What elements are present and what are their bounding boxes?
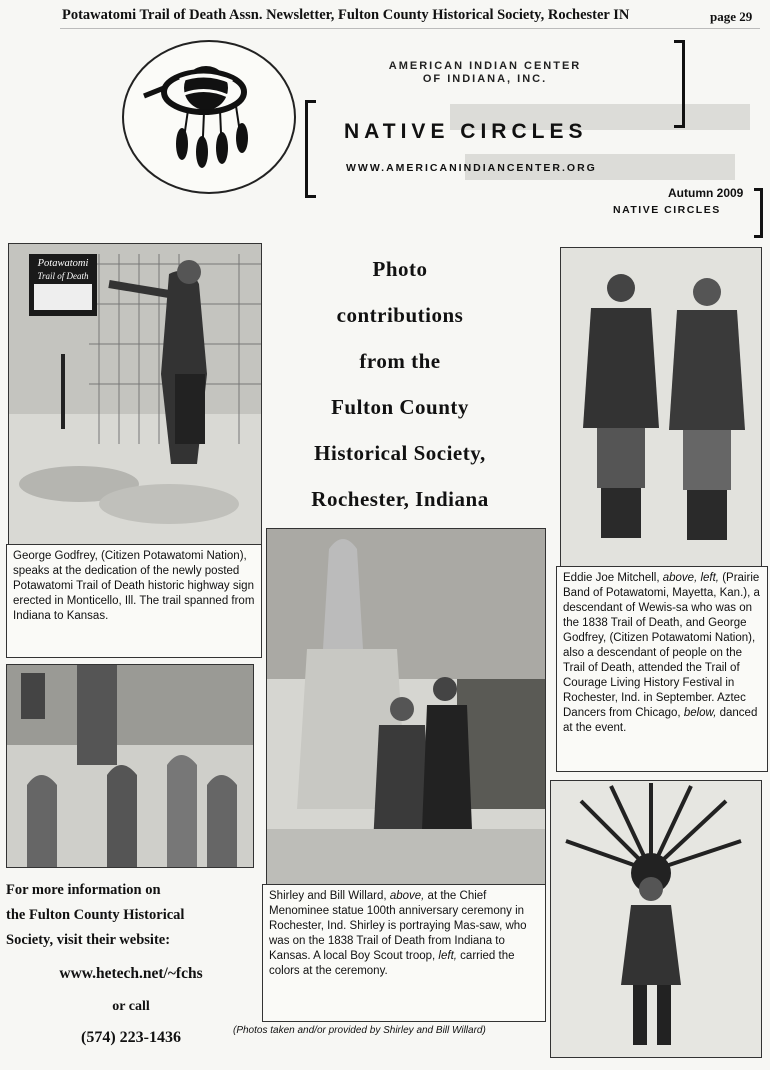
headline-line-3: from the [359, 349, 441, 373]
caption-godfrey: George Godfrey, (Citizen Potawatomi Nation), speaks at the dedication of the newly posted Potawatomi Trail of Death historic highway sign erected in Monticello, Ill. The trail spanned from Indiana to Kansas. [6, 544, 262, 658]
info-line-2: the Fulton County Historical [6, 907, 185, 923]
bleed-through-shapes [440, 96, 765, 196]
headline [270, 246, 530, 522]
caption-willard-name: Shirley and Bill Willard, [269, 890, 387, 902]
feather-emblem-icon [124, 42, 294, 192]
org-name-line2: OF INDIANA, INC. [422, 73, 548, 85]
photo-godfrey-sign [8, 243, 262, 545]
caption-mitchell-name: Eddie Joe Mitchell, [563, 572, 660, 584]
photo-boy-scouts [6, 664, 254, 868]
bracket-right-top [674, 40, 685, 128]
newsletter-header: Potawatomi Trail of Death Assn. Newsletter, Fulton County Historical Society, Rochester IN [62, 7, 630, 23]
contact-info [6, 878, 256, 1050]
info-phone: (574) 223-1436 [81, 1029, 181, 1046]
caption-willard-end: carried the colors at the ceremony. [269, 950, 515, 977]
photo-godfrey-drawing [9, 244, 261, 544]
page-number: page 29 [710, 9, 753, 24]
photo-mitchell-drawing [561, 248, 761, 566]
caption-mitchell [556, 566, 768, 772]
info-or-call: or call [112, 999, 150, 1014]
org-name-line1: AMERICAN INDIAN CENTER [388, 60, 582, 72]
headline-line-2: contributions [336, 303, 464, 327]
photo-willards-drawing [267, 529, 545, 885]
info-line-1: For more information on [6, 882, 161, 898]
issue-date: Autumn 2009 [668, 186, 744, 200]
photo-mitchell-godfrey [560, 247, 762, 567]
american-indian-center-logo [122, 40, 296, 194]
sign-text [31, 258, 95, 282]
caption-mitchell-pos: above, left, [662, 572, 719, 584]
photo-willards-statue [266, 528, 546, 886]
headline-line-4: Fulton County [331, 395, 469, 419]
photo-scouts-drawing [7, 665, 253, 867]
sign-line-2: Trail of Death [37, 271, 89, 281]
bleed-through-text [440, 96, 765, 196]
caption-willard [262, 884, 546, 1022]
photo-aztec-dancer [550, 780, 762, 1058]
sign-line-1: Potawatomi [37, 258, 89, 269]
caption-willard-pos: above, [389, 890, 425, 902]
caption-mitchell-end: danced at the event. [563, 707, 758, 734]
info-line-3: Society, visit their website: [6, 932, 171, 948]
bracket-left [305, 100, 316, 198]
caption-willard-text: at the Chief Menominee statue 100th anniversary ceremony in Rochester, Ind. Shirley is portraying Mas-saw, who was on the 1838 Trail of Death from Indiana to Kansas. A local Boy Scout troop, [269, 890, 527, 962]
caption-willard-left: left, [438, 950, 457, 962]
info-website[interactable]: www.hetech.net/~fchs [59, 965, 203, 982]
caption-mitchell-text: (Prairie Band of Potawatomi, Mayetta, Kan.), a descendant of Wewis-sa who was on the 1838 Trail of Death, and George Godfrey, (Citizen Potawatomi Nation), also a descendant of people on the Trail of Death, attended the Trail of Courage Living History Festival in Rochester, Ind. in September. Aztec Dancers from Chicago, [563, 572, 760, 719]
caption-mitchell-below: below, [683, 707, 717, 719]
masthead-title: NATIVE CIRCLES [344, 120, 588, 143]
headline-line-5: Historical Society, [314, 441, 486, 465]
masthead-url: WWW.AMERICANINDIANCENTER.ORG [346, 162, 597, 174]
headline-line-6: Rochester, Indiana [311, 487, 489, 511]
header-rule [60, 28, 760, 29]
photo-aztec-drawing [551, 781, 761, 1057]
photo-credit: (Photos taken and/or provided by Shirley and Bill Willard) [233, 1025, 486, 1036]
masthead-title-small: NATIVE CIRCLES [613, 204, 721, 216]
headline-line-1: Photo [372, 257, 428, 281]
bracket-right-small [754, 188, 763, 238]
